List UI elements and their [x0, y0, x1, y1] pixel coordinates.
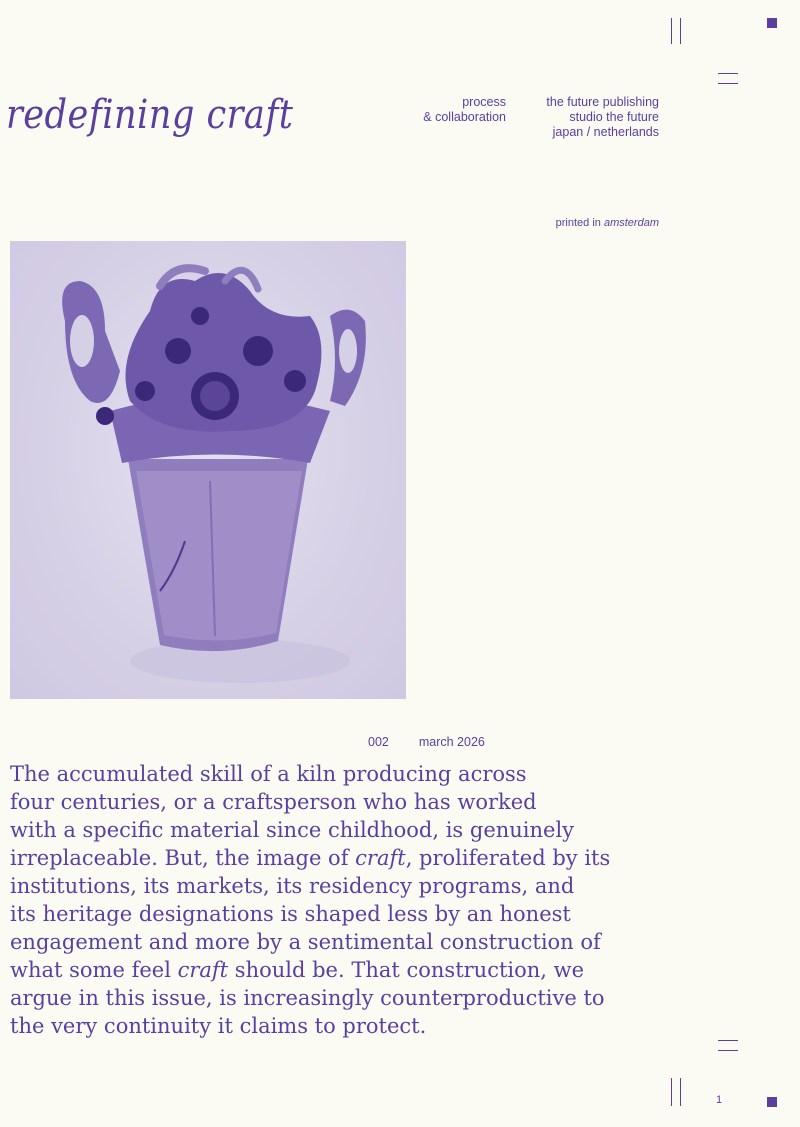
location-line: japan / netherlands	[552, 125, 659, 139]
publisher-line: the future publishing	[546, 95, 659, 109]
body-line: the very continuity it claims to protect.	[10, 1014, 427, 1038]
crop-mark-top-left-bar	[671, 18, 672, 44]
intro-paragraph	[10, 760, 710, 1040]
header-column-publisher	[546, 95, 659, 140]
body-text: irreplaceable. But, the image of	[10, 846, 356, 870]
issue-info	[368, 735, 485, 749]
cover-photo-vessel	[10, 241, 406, 699]
header-column-process	[423, 95, 506, 125]
body-text: should be. That construction, we	[228, 958, 585, 982]
corner-square-bottom	[767, 1097, 777, 1107]
magazine-title: redefining craft	[6, 92, 294, 138]
body-emphasis-craft: craft	[177, 958, 229, 982]
corner-square-top	[767, 18, 777, 28]
page-number: 1	[716, 1094, 723, 1106]
body-line: argue in this issue, is increasingly counterproductive to	[10, 986, 605, 1010]
issue-date: march 2026	[418, 735, 485, 749]
crop-mark-top-h2	[718, 83, 738, 84]
printed-in-note	[556, 217, 659, 229]
body-line: with a specific material since childhood, is genuinely	[10, 818, 575, 842]
body-line: four centuries, or a craftsperson who has worked	[10, 790, 537, 814]
crop-mark-top-h1	[718, 73, 738, 74]
body-line: The accumulated skill of a kiln producing across	[10, 762, 527, 786]
body-text: , proliferated by its	[405, 846, 611, 870]
printed-city: amsterdam	[603, 217, 659, 229]
crop-mark-top-right-bar	[680, 18, 681, 44]
body-line	[10, 956, 710, 984]
printed-prefix: printed in	[555, 217, 601, 229]
body-line	[10, 844, 710, 872]
crop-mark-bottom-h2	[718, 1050, 738, 1051]
header-process-line: process	[462, 95, 506, 109]
body-text: what some feel	[10, 958, 178, 982]
header-collaboration-line: & collaboration	[423, 110, 506, 124]
crop-mark-bottom-left-bar	[671, 1078, 672, 1106]
body-line: institutions, its markets, its residency programs, and	[10, 874, 575, 898]
body-emphasis-craft: craft	[355, 846, 406, 870]
crop-mark-bottom-h1	[718, 1040, 738, 1041]
vessel-illustration	[10, 241, 406, 699]
studio-line: studio the future	[569, 110, 659, 124]
crop-mark-bottom-right-bar	[680, 1078, 681, 1106]
body-line: its heritage designations is shaped less by an honest	[10, 902, 571, 926]
issue-number: 002	[368, 735, 389, 749]
body-line: engagement and more by a sentimental construction of	[10, 930, 601, 954]
